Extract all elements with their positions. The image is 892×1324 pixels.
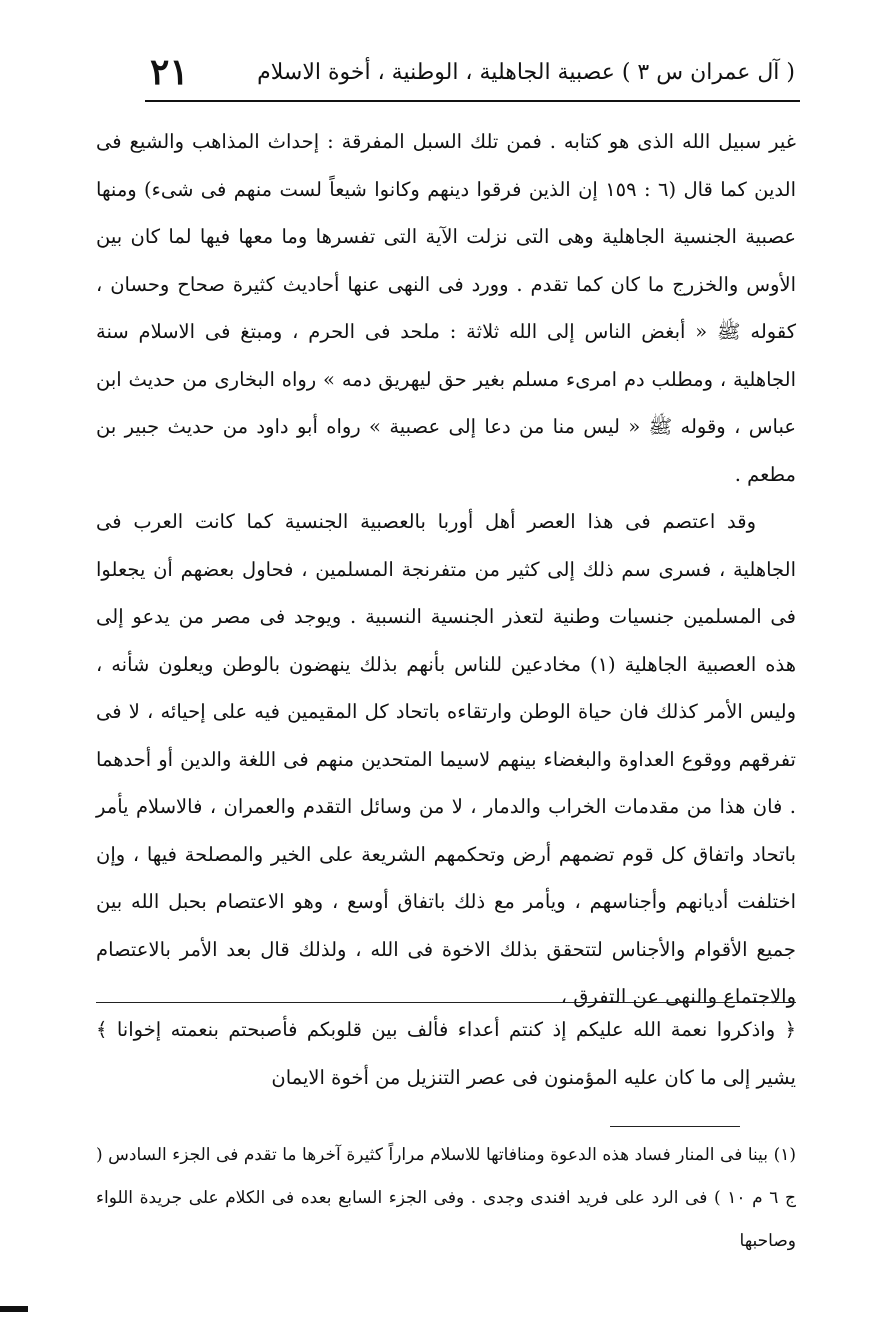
footnote: (١) بينا فى المنار فساد هذه الدعوة ومنافاتها للاسلام مراراً كثيرة آخرها ما تقدم فى الجزء السادس ( ج ٦ م ١٠ ) فى الرد على فريد افندى وجدى . وفى الجزء السابع بعده فى الكلام على جريدة اللواء وصاحبها bbox=[96, 1145, 797, 1251]
main-text bbox=[96, 118, 796, 1021]
section-divider bbox=[96, 1002, 796, 1003]
paragraph: وقد اعتصم فى هذا العصر أهل أوربا بالعصبية الجنسية كما كانت العرب فى الجاهلية ، فسرى سم ذلك إلى كثير من متفرنجة المسلمين ، فحاول بعضهم أن يجعلوا فى المسلمين جنسيات وطنية لتعذر الجنسية النسبية . ويوجد فى مصر من يدعو إلى هذه العصبية الجاهلية (١) مخادعين للناس بأنهم بذلك ينهضون بالوطن ويعلون شأنه ، وليس الأمر كذلك فان حياة الوطن وارتقاءه باتحاد كل المقيمين فيه على إحيائه ، لا فى تفرقهم ووقوع العداوة والبغضاء بينهم لاسيما المتحدين منهم فى اللغة والدين أو أحدهما . فان هذا من مقدمات الخراب والدمار ، لا من وسائل التقدم والعمران ، فالاسلام يأمر باتحاد واتفاق كل قوم تضمهم أرض وتحكمهم الشريعة على الخير والمصلحة فيها ، وإن اختلفت أديانهم وأجناسهم ، ويأمر مع ذلك باتفاق أوسع ، وهو الاعتصام بحبل الله بين جميع الأقوام والأجناس لتتحقق بذلك الاخوة فى الله ، ولذلك قال بعد الأمر بالاعتصام والاجتماع والنهى عن التفرق ، bbox=[96, 510, 796, 1008]
scan-edge-mark bbox=[0, 1306, 28, 1312]
footnote-block bbox=[96, 1134, 796, 1263]
quran-paragraph: ﴿ واذكروا نعمة الله عليكم إذ كنتم أعداء فألف بين قلوبكم فأصبحتم بنعمته إخوانا ﴾ يشير إلى ما كان عليه المؤمنون فى عصر التنزيل من أخوة الايمان bbox=[96, 1018, 796, 1089]
page-number: ٢١ bbox=[150, 51, 189, 93]
page-header bbox=[150, 50, 795, 94]
header-divider bbox=[145, 100, 800, 102]
quran-verse-block bbox=[96, 1006, 796, 1101]
paragraph: غير سبيل الله الذى هو كتابه . فمن تلك السبل المفرقة : إحداث المذاهب والشيع فى الدين كما قال (٦ : ١٥٩ إن الذين فرقوا دينهم وكانوا شيعاً لست منهم فى شىء) ومنها عصبية الجنسية الجاهلية وهى التى نزلت الآية التى تفسرها وما معها فيها لما كان بين الأوس والخزرج ما كان كما تقدم . وورد فى النهى عنها أحاديث كثيرة صحاح وحسان ، كقوله ﷺ « أبغض الناس إلى الله ثلاثة : ملحد فى الحرم ، ومبتغ فى الاسلام سنة الجاهلية ، ومطلب دم امرىء مسلم بغير حق ليهريق دمه » رواه البخارى من حديث ابن عباس ، وقوله ﷺ « ليس منا من دعا إلى عصبية » رواه أبو داود من حديث جبير بن مطعم . bbox=[96, 130, 797, 486]
footnote-divider bbox=[610, 1126, 740, 1127]
running-title: ( آل عمران س ٣ ) عصبية الجاهلية ، الوطنية ، أخوة الاسلام bbox=[257, 59, 795, 85]
